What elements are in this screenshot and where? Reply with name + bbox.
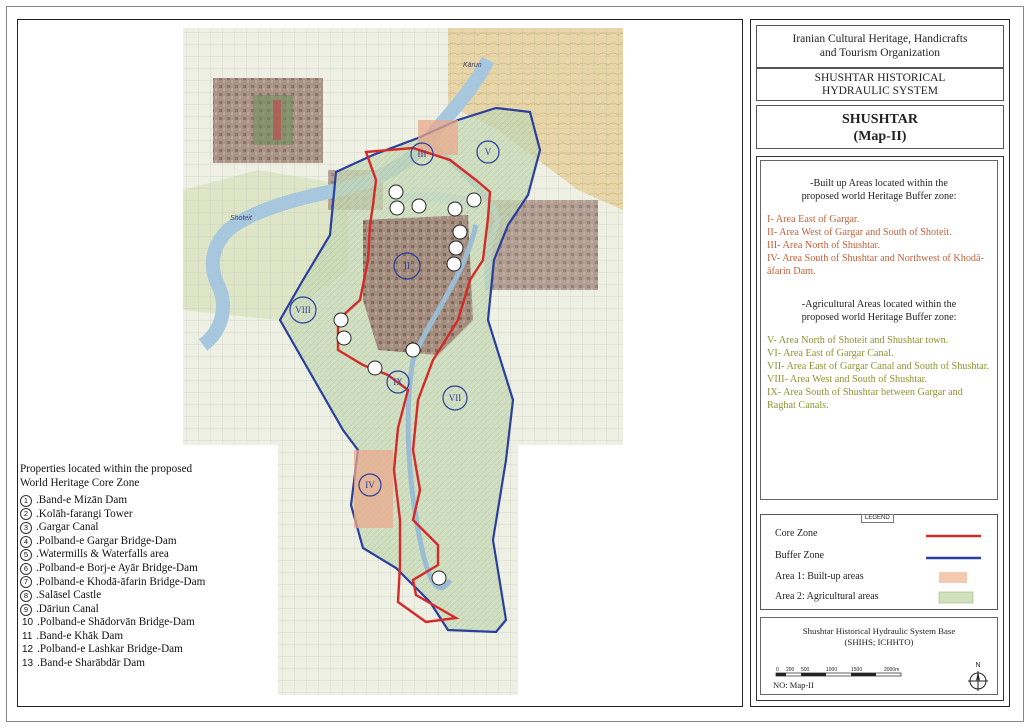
built-up-swatch [939, 572, 967, 583]
property-number: 6 [20, 563, 32, 575]
agri-areas-heading: -Agricultural Areas located within the proposed world Heritage Buffer zone: [801, 299, 957, 323]
built-area-item: IV- Area South of Shushtar and Northwest of Khodā-āfarin Dam. [767, 253, 984, 277]
property-number: 2 [20, 508, 32, 520]
property-name: .Polband-e Gargar Bridge-Dam [36, 534, 177, 547]
built-areas-list [767, 213, 991, 278]
property-item [20, 562, 280, 576]
svg-text:IV: IV [365, 480, 375, 490]
scale-label: 2000m [884, 667, 900, 673]
property-item [20, 576, 280, 590]
property-item [20, 521, 280, 535]
built-areas-heading: -Built up Areas located within the proposed world Heritage Buffer zone: [801, 178, 957, 202]
properties-title: Properties located within the proposed World Heritage Core Zone [20, 463, 193, 489]
property-name: .Polband-e Khodā-āfarin Bridge-Dam [36, 575, 206, 588]
scale-label: 1500 [851, 667, 863, 673]
property-number: 5 [20, 549, 32, 561]
agri-areas-list [767, 334, 991, 412]
property-number: 4 [20, 536, 32, 548]
scale-label: 500 [801, 667, 810, 673]
agricultural-swatch [939, 592, 973, 603]
property-item [20, 535, 280, 549]
property-item [20, 494, 280, 508]
map-title-box: SHUSHTAR (Map-II) [756, 105, 1004, 149]
property-item [20, 616, 280, 630]
built-area-item: I- Area East of Gargar. [767, 214, 860, 225]
property-number: 9 [20, 604, 32, 616]
scale-label: 1000 [826, 667, 838, 673]
built-area-item: III- Area North of Shushtar. [767, 240, 880, 251]
legend-buffer-zone-label: Buffer Zone [775, 550, 824, 561]
built-area-item: II- Area West of Gargar and South of Shoteit. [767, 227, 952, 238]
property-name: .Band-e Sharābdār Dam [37, 657, 145, 670]
property-number: 11 [22, 630, 33, 642]
base-title: Shushtar Historical Hydraulic System Base (SHIHS; ICHHTO) [802, 626, 956, 647]
property-item [20, 589, 280, 603]
property-name: .Salāsel Castle [36, 589, 102, 602]
agri-area-item: VIII- Area West and South of Shushtar. [767, 374, 927, 385]
base-info [760, 617, 998, 695]
info-panel [750, 19, 1010, 707]
agri-area-item: VI- Area East of Gargar Canal. [767, 348, 894, 359]
property-number: 12 [22, 644, 34, 656]
property-name: .Band-e Mizān Dam [36, 493, 128, 506]
properties-list [20, 494, 280, 671]
property-name: .Watermills & Waterfalls area [36, 548, 169, 561]
property-number: 3 [20, 522, 32, 534]
property-number: 8 [20, 590, 32, 602]
scale-label: 0 [776, 667, 779, 673]
property-number: 13 [22, 657, 34, 669]
property-name: .Polband-e Shādorvān Bridge-Dam [37, 616, 195, 629]
agri-area-item: IX- Area South of Shushtar between Gargar and Raghat Canals. [767, 387, 963, 411]
property-item [20, 630, 280, 644]
property-name: .Polband-e Borj-e Ayār Bridge-Dam [36, 561, 198, 574]
legend-agricultural-label: Area 2: Agricultural areas [775, 591, 879, 602]
north-label: N [975, 662, 981, 669]
svg-text:VII: VII [448, 393, 462, 403]
property-item [20, 657, 280, 671]
system-title-box: SHUSHTAR HISTORICAL HYDRAULIC SYSTEM [756, 68, 1004, 101]
property-name: .Polband-e Lashkar Bridge-Dam [37, 643, 183, 656]
property-item [20, 603, 280, 617]
property-number: 1 [20, 495, 32, 507]
scale-bar [771, 665, 906, 677]
map-legend [760, 514, 998, 610]
svg-text:II: II [404, 261, 410, 271]
legend-container [756, 156, 1004, 701]
legend-tag: LEGEND [861, 514, 894, 523]
agri-area-item: V- Area North of Shoteit and Shushtar town. [767, 335, 949, 346]
buffer-zone-areas [760, 160, 998, 500]
river-label-shoteit: Shoteit [230, 215, 252, 222]
property-name: .Gargar Canal [36, 521, 99, 534]
svg-text:VIII: VIII [295, 305, 311, 315]
legend-core-zone-label: Core Zone [775, 528, 818, 539]
property-item [20, 548, 280, 562]
core-zone-properties [20, 462, 280, 671]
svg-text:III: III [417, 149, 427, 159]
svg-text:IX: IX [393, 377, 403, 387]
scale-label: 200 [786, 667, 795, 673]
north-arrow-icon [967, 660, 989, 692]
svg-text:V: V [484, 147, 492, 157]
property-item [20, 644, 280, 658]
property-name: .Kolāh-farangi Tower [36, 507, 133, 520]
property-number: 10 [22, 617, 34, 629]
river-label-karun: Kārun [463, 62, 482, 69]
property-name: .Dāriun Canal [36, 602, 99, 615]
organization-box: Iranian Cultural Heritage, Handicrafts and Tourism Organization [756, 25, 1004, 68]
agri-area-item: VII- Area East of Gargar Canal and South of Shushtar. [767, 361, 990, 372]
property-item [20, 508, 280, 522]
property-name: .Band-e Khāk Dam [36, 629, 124, 642]
property-number: 7 [20, 576, 32, 588]
legend-built-up-label: Area 1: Built-up areas [775, 571, 864, 582]
map-number: NO: Map-II [773, 680, 814, 690]
legend-swatches [921, 515, 991, 611]
